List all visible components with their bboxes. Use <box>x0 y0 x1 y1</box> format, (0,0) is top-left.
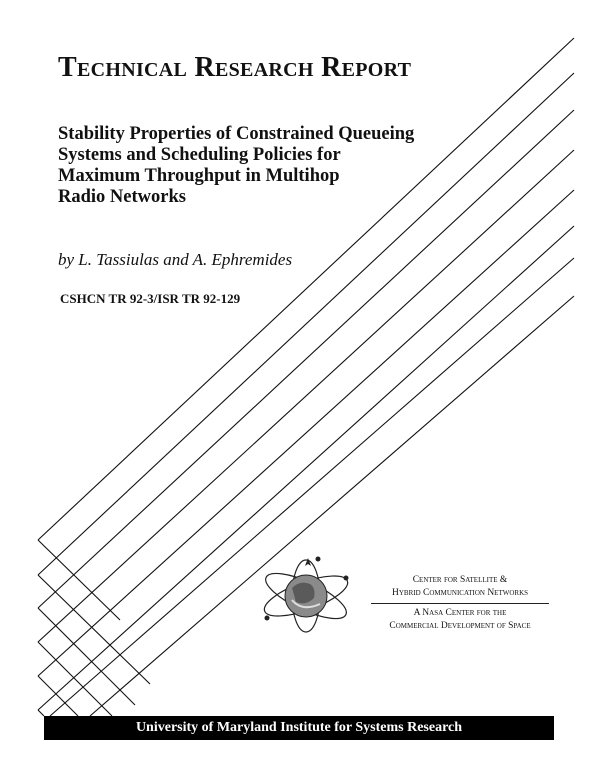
report-title <box>58 124 415 208</box>
diagonal-line <box>38 676 78 716</box>
diagonal-line <box>90 296 574 716</box>
nasa-center-line: A Nasa Center for the <box>413 608 507 618</box>
diagonal-line <box>50 258 574 716</box>
nasa-center-line: Commercial Development of Space <box>389 621 531 631</box>
report-number: CSHCN TR 92-3/ISR TR 92-129 <box>60 291 241 306</box>
footer-institute-bar: University of Maryland Institute for Systems Research <box>44 716 554 740</box>
diagonal-line <box>38 575 150 684</box>
title-line: Radio Networks <box>58 187 186 207</box>
title-line: Maximum Throughput in Multihop <box>58 166 340 186</box>
center-emblem-logo <box>256 554 356 636</box>
center-name-line: Hybrid Communication Networks <box>391 588 529 598</box>
center-name-line: Center for Satellite & <box>412 575 508 585</box>
center-affiliation <box>365 574 555 633</box>
title-line: Stability Properties of Constrained Queueing <box>58 124 415 144</box>
title-line: Systems and Scheduling Policies for <box>58 145 341 165</box>
authors: by L. Tassiulas and A. Ephremides <box>58 250 293 269</box>
report-heading: Technical Research Report <box>58 52 412 83</box>
diagonal-line <box>38 38 574 540</box>
diagonal-line <box>38 540 120 620</box>
divider <box>371 603 549 604</box>
